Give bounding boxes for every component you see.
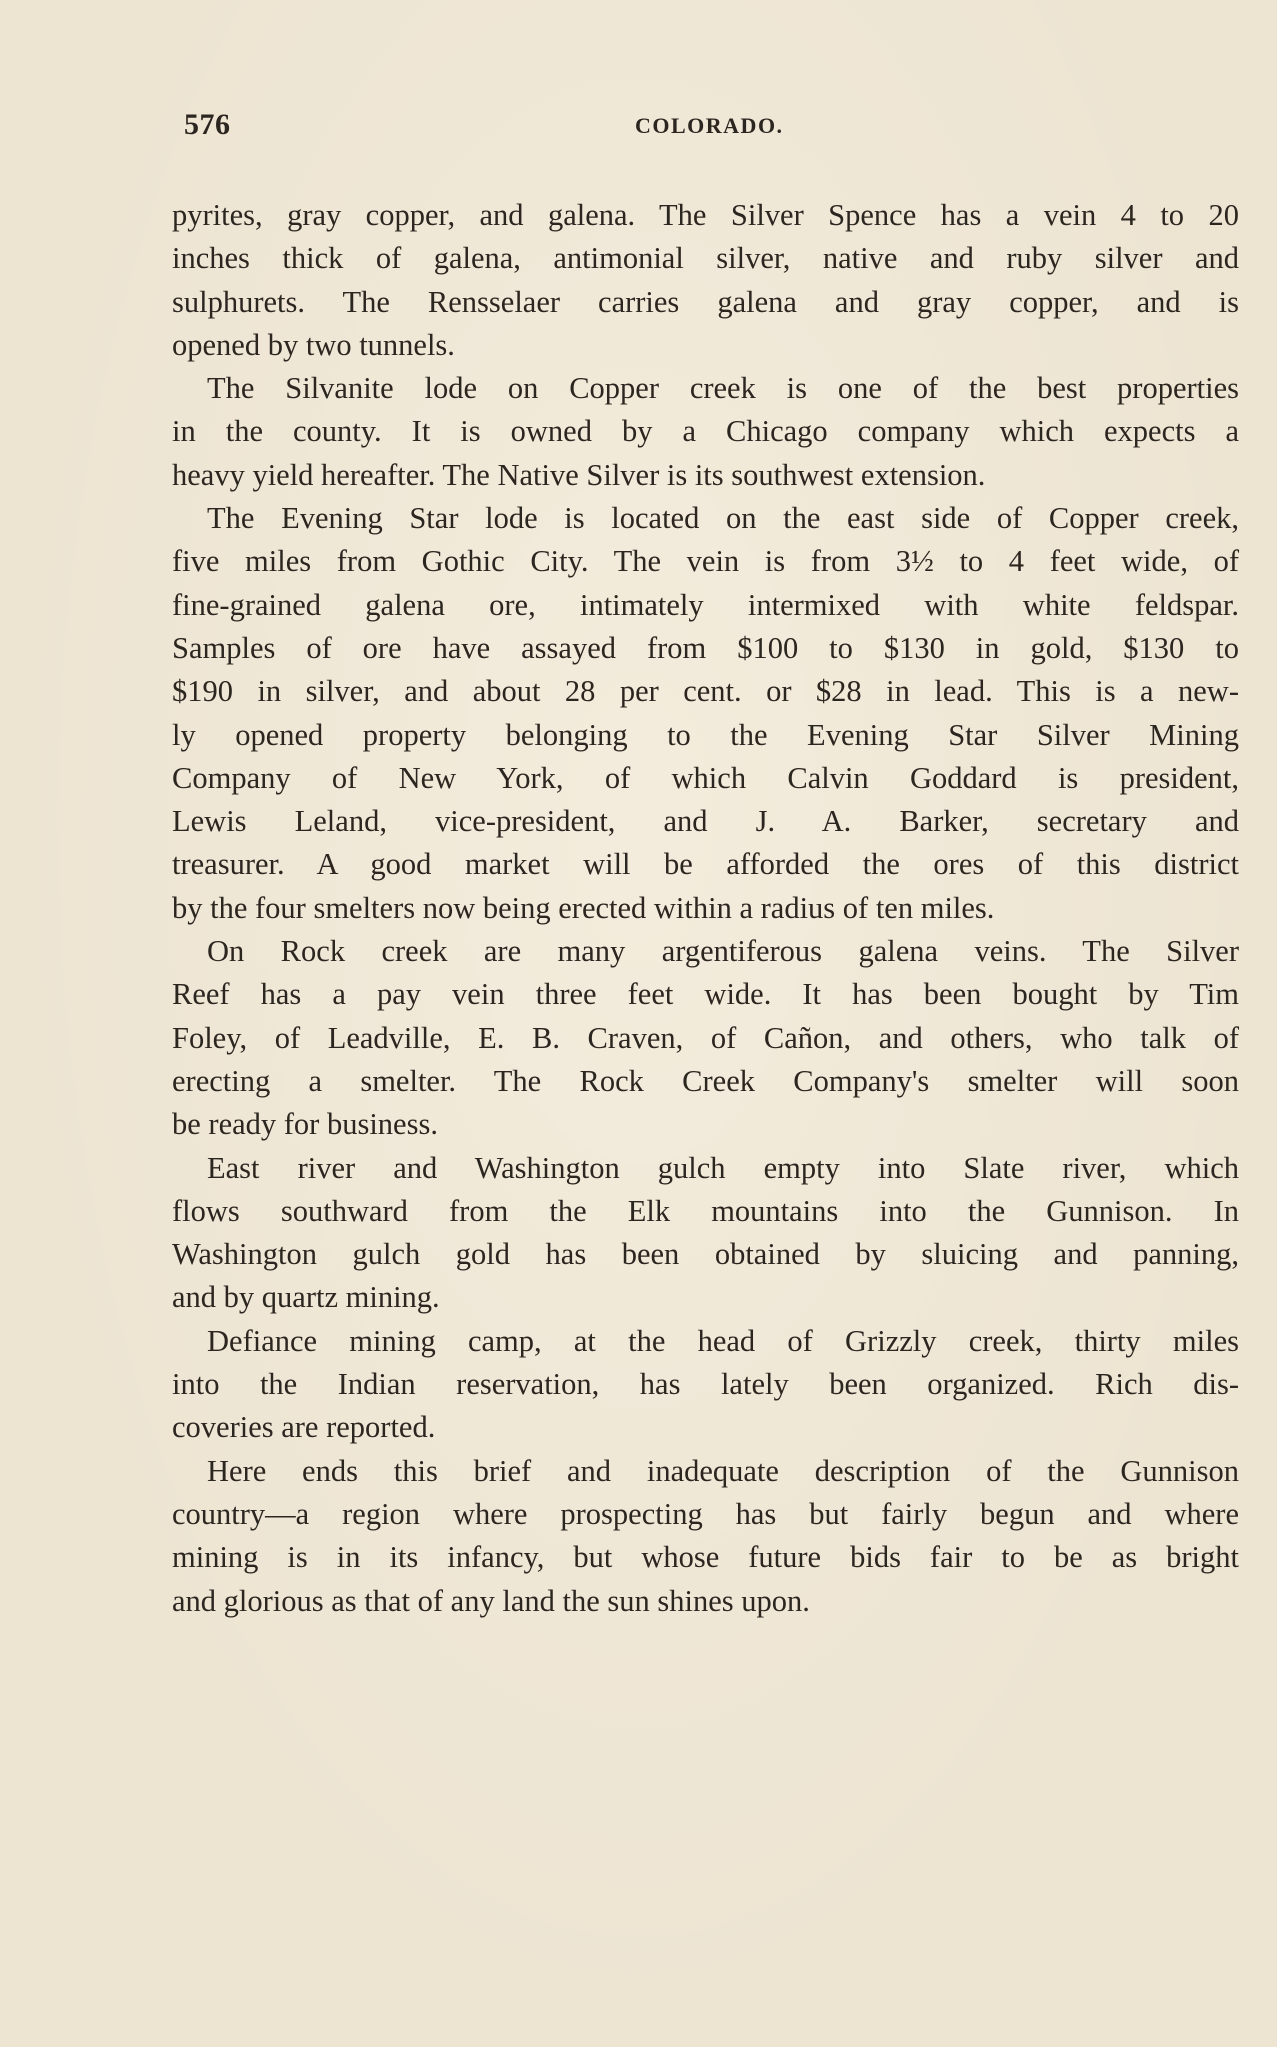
text-line: East river and Washington gulch empty into Slate river, which	[207, 1150, 1239, 1185]
text-line: into the Indian reservation, has lately been organized. Rich dis-	[172, 1367, 1239, 1402]
text-line: five miles from Gothic City. The vein is from 3½ to 4 feet wide, of	[172, 544, 1239, 579]
text-line: Lewis Leland, vice-president, and J. A. Barker, secretary and	[172, 804, 1239, 839]
running-head: COLORADO.	[635, 113, 784, 138]
text-line: Defiance mining camp, at the head of Grizzly creek, thirty miles	[207, 1323, 1239, 1358]
text-line: $190 in silver, and about 28 per cent. or $28 in lead. This is a new-	[172, 674, 1239, 709]
text-line: mining is in its infancy, but whose future bids fair to be as bright	[172, 1540, 1239, 1575]
text-line: heavy yield hereafter. The Native Silver is its southwest extension.	[172, 457, 986, 492]
text-line: treasurer. A good market will be afforded the ores of this district	[172, 847, 1239, 882]
body-text	[172, 194, 1239, 1623]
text-line: fine-grained galena ore, intimately intermixed with white feldspar.	[172, 587, 1239, 622]
text-line: be ready for business.	[172, 1107, 438, 1142]
text-line: opened by two tunnels.	[172, 327, 455, 362]
text-line: Foley, of Leadville, E. B. Craven, of Cañon, and others, who talk of	[172, 1020, 1239, 1055]
text-line: ly opened property belonging to the Evening Star Silver Mining	[172, 717, 1239, 752]
page-number: 576	[184, 108, 231, 141]
text-line: by the four smelters now being erected within a radius of ten miles.	[172, 890, 995, 925]
text-line: pyrites, gray copper, and galena. The Silver Spence has a vein 4 to 20	[172, 198, 1239, 232]
text-line: Company of New York, of which Calvin Goddard is president,	[172, 760, 1239, 795]
text-line: coveries are reported.	[172, 1410, 436, 1445]
page-header	[170, 108, 1240, 148]
text-line: The Silvanite lode on Copper creek is one of the best properties	[207, 371, 1239, 406]
text-line: and by quartz mining.	[172, 1280, 440, 1315]
text-line: flows southward from the Elk mountains into the Gunnison. In	[172, 1193, 1239, 1228]
text-line: The Evening Star lode is located on the east side of Copper creek,	[207, 501, 1239, 536]
text-line: Reef has a pay vein three feet wide. It has been bought by Tim	[172, 977, 1239, 1012]
text-line: On Rock creek are many argentiferous galena veins. The Silver	[207, 934, 1239, 969]
text-line: sulphurets. The Rensselaer carries galena and gray copper, and is	[172, 284, 1239, 319]
text-line: Here ends this brief and inadequate description of the Gunnison	[207, 1453, 1239, 1488]
text-line: Samples of ore have assayed from $100 to $130 in gold, $130 to	[172, 630, 1239, 665]
text-line: erecting a smelter. The Rock Creek Company's smelter will soon	[172, 1063, 1239, 1098]
text-line: Washington gulch gold has been obtained by sluicing and panning,	[172, 1237, 1239, 1272]
text-line: country—a region where prospecting has but fairly begun and where	[172, 1496, 1239, 1531]
text-line: inches thick of galena, antimonial silver, native and ruby silver and	[172, 241, 1239, 276]
text-line: in the county. It is owned by a Chicago company which expects a	[172, 414, 1239, 449]
text-line: and glorious as that of any land the sun shines upon.	[172, 1583, 810, 1618]
